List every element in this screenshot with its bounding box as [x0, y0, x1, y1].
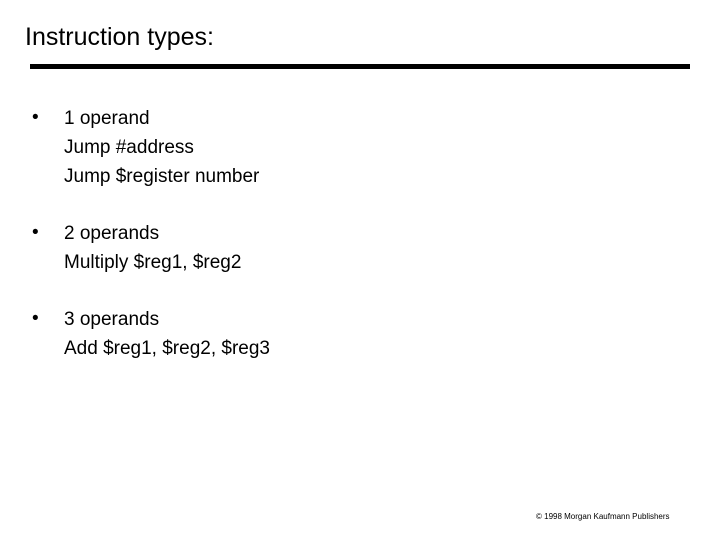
copyright-footer: © 1998 Morgan Kaufmann Publishers — [536, 512, 670, 521]
bullet-example-line: Jump #address — [64, 137, 194, 158]
bullet-example-line: Add $reg1, $reg2, $reg3 — [64, 338, 270, 359]
bullet-heading: 3 operands — [64, 309, 160, 330]
bullet-text — [64, 219, 241, 277]
bullet-marker: • — [32, 107, 39, 128]
bullet-heading: 1 operand — [64, 108, 150, 129]
bullet-marker: • — [32, 308, 39, 329]
slide-title: Instruction types: — [25, 23, 214, 51]
title-underline-divider — [30, 64, 690, 69]
bullet-example-line: Multiply $reg1, $reg2 — [64, 252, 242, 273]
bullet-example-line: Jump $register number — [64, 166, 260, 187]
bullet-heading: 2 operands — [64, 223, 160, 244]
bullet-text — [64, 305, 270, 363]
bullet-marker: • — [32, 222, 39, 243]
bullet-text — [64, 104, 259, 191]
